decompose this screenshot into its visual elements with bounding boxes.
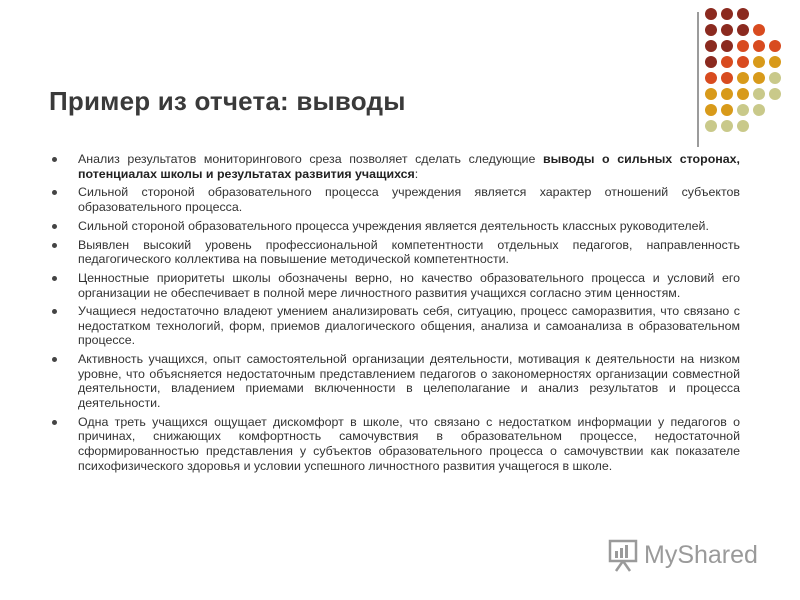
decor-dot <box>737 72 749 84</box>
bullet-text: Сильной стороной образовательного процесса учреждения является деятельность классных руководителей. <box>78 218 709 233</box>
decor-dot <box>705 8 717 20</box>
bullet-marker-icon <box>52 224 57 229</box>
bullet-item <box>50 219 740 234</box>
myshared-logo[interactable] <box>608 537 758 573</box>
bullet-marker-icon <box>52 190 57 195</box>
bullet-item <box>50 271 740 300</box>
decor-dot <box>769 40 781 52</box>
decor-dot <box>705 56 717 68</box>
decor-dot <box>769 88 781 100</box>
decor-dot <box>705 120 717 132</box>
decor-dot <box>769 72 781 84</box>
decor-dot <box>705 24 717 36</box>
decor-dot <box>769 56 781 68</box>
bullet-item <box>50 415 740 473</box>
bullet-marker-icon <box>52 309 57 314</box>
bullet-list <box>50 152 740 477</box>
decorative-dot-grid <box>705 8 785 136</box>
title-divider-line <box>697 12 699 147</box>
presentation-board-icon <box>608 538 638 572</box>
bullet-item <box>50 304 740 348</box>
bullet-marker-icon <box>52 420 57 425</box>
decor-dot <box>737 24 749 36</box>
decor-dot <box>721 8 733 20</box>
decor-dot <box>705 88 717 100</box>
decor-dot <box>753 24 765 36</box>
decor-dot <box>721 104 733 116</box>
bullet-text: Ценностные приоритеты школы обозначены верно, но качество образовательного процесса и условий его организации не обеспечивает в полной мере личностного развития учащихся согласно этим ценностям. <box>78 270 740 300</box>
bullet-marker-icon <box>52 357 57 362</box>
decor-dot <box>737 56 749 68</box>
decor-dot <box>705 40 717 52</box>
bullet-text: Анализ результатов мониторингового среза позволяет сделать следующие <box>78 152 543 166</box>
decor-dot <box>737 8 749 20</box>
decor-dot <box>737 40 749 52</box>
bullet-item <box>50 238 740 267</box>
decor-dot <box>721 40 733 52</box>
bullet-text-tail: : <box>414 166 419 181</box>
bullet-text: Выявлен высокий уровень профессиональной компетентности отдельных педагогов, направленность педагогического коллектива на повышение методической компетентности. <box>78 237 740 267</box>
bullet-text: Одна треть учащихся ощущает дискомфорт в школе, что связано с недостатком информации у педагогов о причинах, снижающих комфортность самочувствия в образовательном процессе, недостаточной сформированностью представления у субъектов образовательного процесса о самочувствии как показателе психофизического здоровья и условии успешного личностного развития учащегося в школе. <box>78 414 740 473</box>
decor-dot <box>753 40 765 52</box>
bullet-marker-icon <box>52 157 57 162</box>
bullet-item <box>50 185 740 214</box>
bullet-text: Активность учащихся, опыт самостоятельной организации деятельности, мотивация к деятельности на низком уровне, что объясняется недостаточным представлением педагогов о закономерностях организации совместной деятельности, владением приемами включенности в целеполагание и анализ результатов и процесса деятельности. <box>78 352 740 411</box>
decor-dot <box>705 104 717 116</box>
decor-dot <box>737 104 749 116</box>
slide-title: Пример из отчета: выводы <box>49 86 406 116</box>
decor-dot <box>753 56 765 68</box>
bullet-item <box>50 152 740 181</box>
bullet-text: Учащиеся недостаточно владеют умением анализировать себя, ситуацию, процесс саморазвития, что связано с недостатком технологий, форм, приемов диалогического общения, анализа и самоанализа в образовательном процессе. <box>78 304 740 348</box>
decor-dot <box>737 88 749 100</box>
bullet-marker-icon <box>52 276 57 281</box>
decor-dot <box>753 104 765 116</box>
decor-dot <box>753 88 765 100</box>
logo-text: MyShared <box>644 540 758 569</box>
decor-dot <box>721 88 733 100</box>
bullet-text: Сильной стороной образовательного процесса учреждения является характер отношений субъектов образовательного процесса. <box>78 185 740 214</box>
decor-dot <box>705 72 717 84</box>
decor-dot <box>721 24 733 36</box>
decor-dot <box>721 120 733 132</box>
bullet-item <box>50 352 740 410</box>
bullet-bold-text: выводы о сильных сторонах, потенциалах школы и результатах развития учащихся <box>78 152 740 181</box>
decor-dot <box>737 120 749 132</box>
bullet-marker-icon <box>52 243 57 248</box>
decor-dot <box>721 56 733 68</box>
decor-dot <box>721 72 733 84</box>
decor-dot <box>753 72 765 84</box>
